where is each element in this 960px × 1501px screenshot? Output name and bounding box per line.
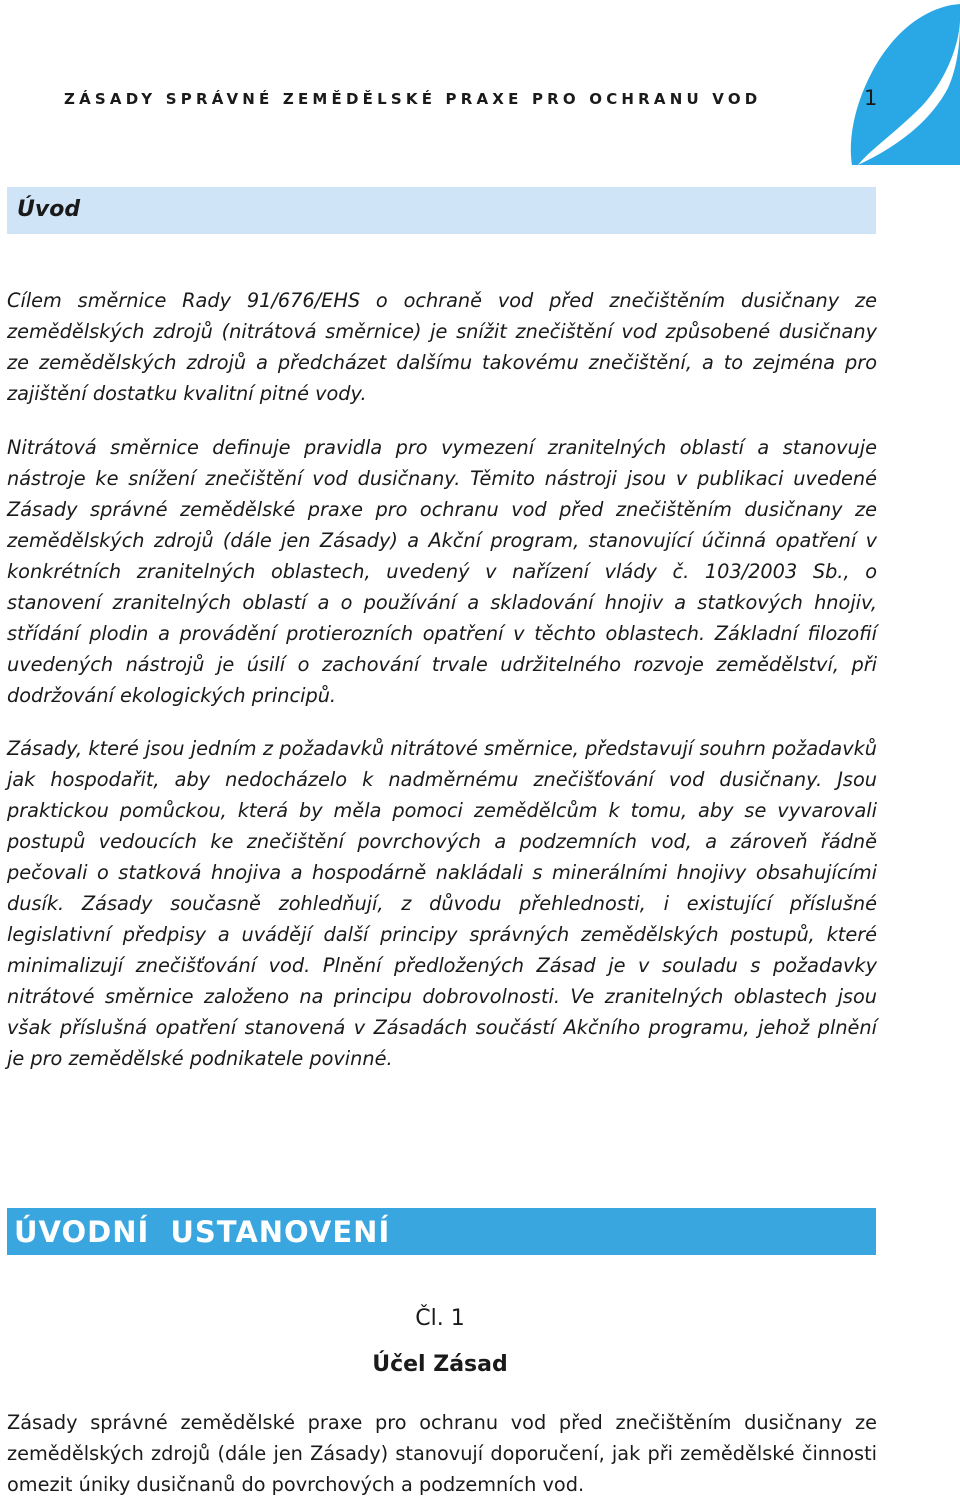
running-header: ZÁSADY SPRÁVNÉ ZEMĚDĚLSKÉ PRAXE PRO OCHRANU VOD — [64, 90, 762, 108]
article-title: Účel Zásad — [372, 1352, 508, 1377]
intro-paragraph-3: Zásady, které jsou jedním z požadavků nitrátové směrnice, představují souhrn požadavků jak hospodařit, aby nedocházelo k nadměrnému znečišťování vod dusičnany. Jsou praktickou pomůckou, která by měla pomoci zemědělcům k tomu, aby se vyvarovali postupů vedoucích ke znečištění povrchových a podzemních vod, a zároveň řádně pečovali o statková hnojiva a hospodárně nakládali s minerálními hnojivy obsahujícími dusík. Zásady současně zohledňují, z důvodu přehlednosti, i existující příslušné legislativní předpisy a uvádějí další principy správných zemědělských postupů, které minimalizují znečišťování vod. Plnění předložených Zásad je v souladu s požadavky nitrátové směrnice založeno na principu dobrovolnosti. Ve zranitelných oblastech jsou však příslušná opatření stanovená v Zásadách součástí Akčního programu, jehož plnění je pro zemědělské podnikatele povinné. — [7, 737, 877, 1070]
intro-paragraph-1: Cílem směrnice Rady 91/676/EHS o ochraně vod před znečištěním dusičnany ze zemědělských zdrojů (nitrátová směrnice) je snížit znečištění vod způsobené dusičnany ze zemědělských zdrojů a předcházet dalšímu takovému znečištění, a to zejména pro zajištění dostatku kvalitní pitné vody. — [7, 289, 877, 405]
intro-heading-bar — [7, 187, 876, 234]
article-paragraph: Zásady správné zemědělské praxe pro ochranu vod před znečištěním dusičnany ze zemědělských zdrojů (dále jen Zásady) stanovují doporučení, jak při zemědělské činnosti omezit úniky dusičnanů do povrchových a podzemních vod. — [7, 1411, 877, 1496]
intro-heading: Úvod — [17, 197, 81, 222]
article-number: Čl. 1 — [415, 1306, 465, 1331]
section-heading-bar — [7, 1208, 876, 1255]
intro-paragraph-2: Nitrátová směrnice definuje pravidla pro vymezení zranitelných oblastí a stanovuje nástroje ke snížení znečištění vod dusičnany. Těmito nástroji jsou v publikaci uvedené Zásady správné zemědělské praxe pro ochranu vod před znečištěním dusičnany ze zemědělských zdrojů (dále jen Zásady) a Akční program, stanovující účinná opatření v konkrétních zranitelných oblastech, uvedený v nařízení vlády č. 103/2003 Sb., o stanovení zranitelných oblastí a o používání a skladování hnojiv a statkových hnojiv, střídání plodin a provádění protierozních opatření v těchto oblastech. Základní filozofií uvedených nástrojů je úsilí o zachování trvale udržitelného rozvoje zemědělství, při dodržování ekologických principů. — [7, 436, 877, 707]
section-heading: ÚVODNÍ USTANOVENÍ — [14, 1215, 391, 1249]
page-number: 1 — [864, 86, 878, 110]
leaf-decoration-icon — [810, 0, 960, 165]
